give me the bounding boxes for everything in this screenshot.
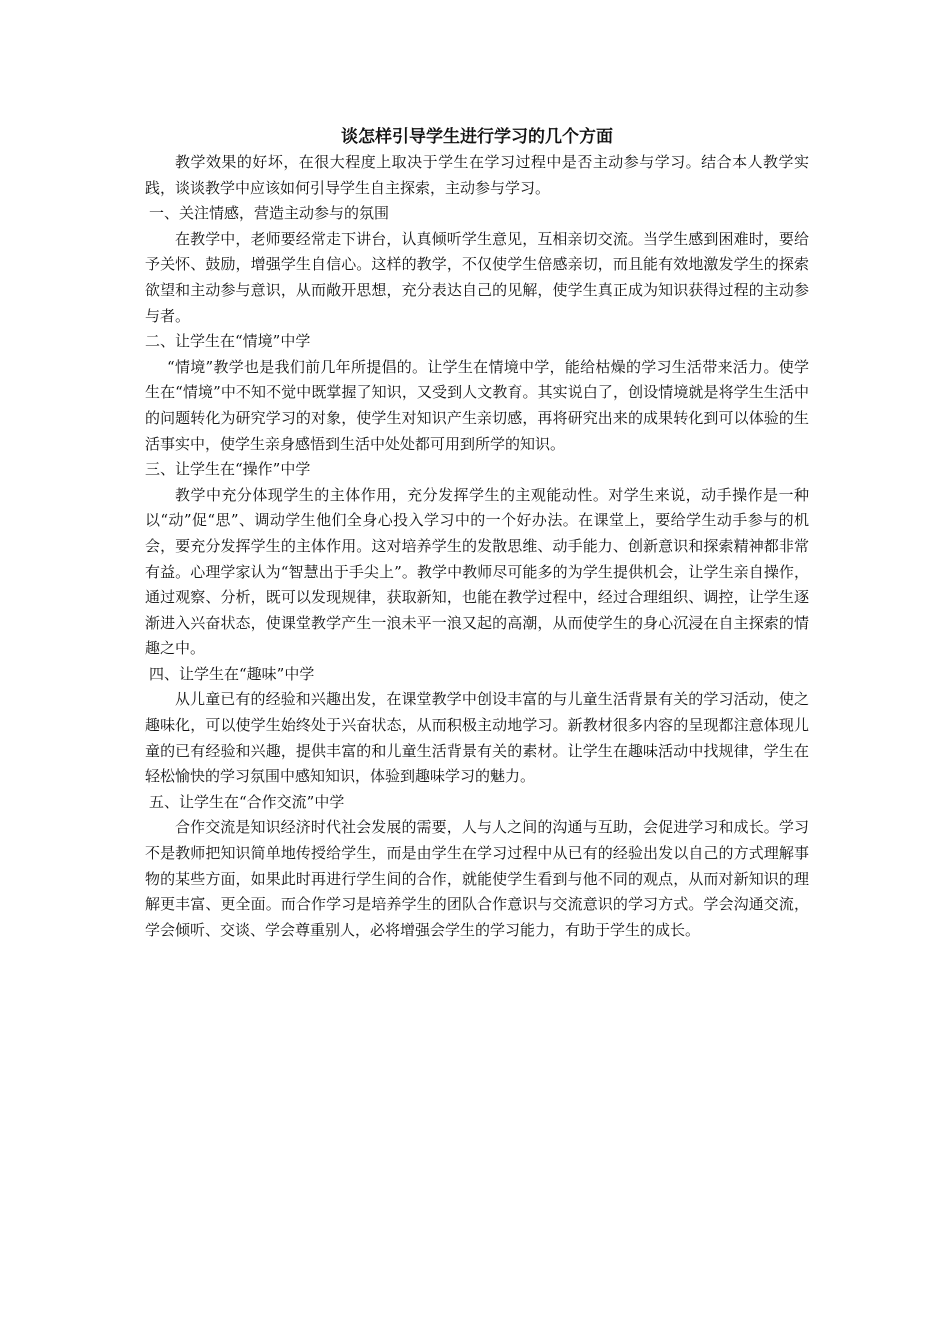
- section-2-heading: 二、让学生在“情境”中学: [145, 332, 311, 351]
- section-1-heading: 一、关注情感，营造主动参与的氛围: [149, 204, 390, 223]
- section-4-heading: 四、让学生在“趣味”中学: [149, 664, 315, 683]
- document-title: 谈怎样引导学生进行学习的几个方面: [341, 127, 613, 147]
- section-3-body: 教学中充分体现学生的主体作用，充分发挥学生的主观能动性。对学生来说，动手操作是一种以“动”促“思”、调动学生他们全身心投入学习中的一个好办法。在课堂上，要给学生动手参与的机会，要充分发挥学生的主体作用。这对培养学生的发散思维、动手能力、创新意识和探索精神都非常有益。心理学家认为“智慧出于手尖上”。教学中教师尽可能多的为学生提供机会，让学生亲自操作，通过观察、分析，既可以发现规律，获取新知，也能在教学过程中，经过合理组织、调控，让学生逐渐进入兴奋状态，使课堂教学产生一浪未平一浪又起的高潮，从而使学生的身心沉浸在自主探索的情趣之中。: [145, 485, 809, 658]
- section-3-heading: 三、让学生在“操作”中学: [145, 460, 311, 479]
- section-1-body: 在教学中，老师要经常走下讲台，认真倾听学生意见，互相亲切交流。当学生感到困难时，要给予关怀、鼓励，增强学生自信心。这样的教学，不仅使学生倍感亲切，而且能有效地激发学生的探索欲望和主动参与意识，从而敞开思想，充分表达自己的见解，使学生真正成为知识获得过程的主动参与者。: [145, 229, 809, 325]
- intro-paragraph: 教学效果的好坏，在很大程度上取决于学生在学习过程中是否主动参与学习。结合本人教学实践，谈谈教学中应该如何引导学生自主探索，主动参与学习。: [145, 153, 809, 197]
- section-5-heading: 五、让学生在“合作交流”中学: [149, 792, 345, 811]
- section-2-body: “情境”教学也是我们前几年所提倡的。让学生在情境中学，能给枯燥的学习生活带来活力。使学生在“情境”中不知不觉中既掌握了知识，又受到人文教育。其实说白了，创设情境就是将学生生活中的问题转化为研究学习的对象，使学生对知识产生亲切感，再将研究出来的成果转化到可以体验的生活事实中，使学生亲身感悟到生活中处处都可用到所学的知识。: [145, 357, 809, 453]
- document-body: [145, 124, 809, 943]
- section-4-body: 从儿童已有的经验和兴趣出发，在课堂教学中创设丰富的与儿童生活背景有关的学习活动，使之趣味化，可以使学生始终处于兴奋状态，从而积极主动地学习。新教材很多内容的呈现都注意体现儿童的已有经验和兴趣，提供丰富的和儿童生活背景有关的素材。让学生在趣味活动中找规律，学生在轻松愉快的学习氛围中感知知识，体验到趣味学习的魅力。: [145, 690, 809, 786]
- section-5-body: 合作交流是知识经济时代社会发展的需要，人与人之间的沟通与互助，会促进学习和成长。学习不是教师把知识简单地传授给学生，而是由学生在学习过程中从已有的经验出发以自己的方式理解事物的某些方面，如果此时再进行学生间的合作，就能使学生看到与他不同的观点，从而对新知识的理解更丰富、更全面。而合作学习是培养学生的团队合作意识与交流意识的学习方式。学会沟通交流，学会倾听、交谈、学会尊重别人，必将增强会学生的学习能力，有助于学生的成长。: [145, 818, 809, 939]
